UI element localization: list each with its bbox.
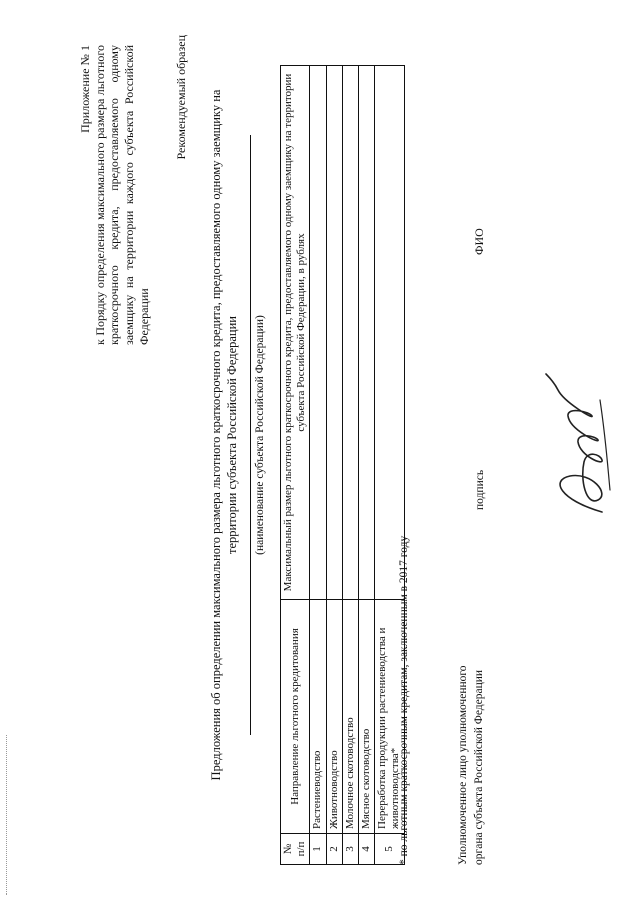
signer-block [455,605,487,865]
table-row [326,66,342,865]
row-num: 1 [310,834,326,865]
header-amount: Максимальный размер льготного краткосрочного кредита, предоставляемого одному заемщику на территории субъекта Российской Федерации, в рублях [281,66,310,600]
row-num: 2 [326,834,342,865]
row-direction: Животноводство [326,600,342,834]
row-amount [358,66,374,600]
appendix-heading: Приложение № 1 [78,45,92,133]
credit-limits-table [280,65,405,865]
subject-name-line [250,135,251,735]
row-direction: Мясное скотоводство [358,600,374,834]
row-amount [310,66,326,600]
document-title [208,85,241,785]
signature-caption: подпись [474,469,486,510]
table-row [358,66,374,865]
title-line-1: Предложения об определении максимального размера льготного краткосрочного кредита, предоставляемого одному заемщику на [209,89,223,781]
table-header-row [281,66,310,865]
row-num: 4 [358,834,374,865]
title-line-2: территории субъекта Российской Федерации [225,316,240,554]
row-direction: Молочное скотоводство [342,600,358,834]
row-direction: Переработка продукции растениеводства и животноводства* [375,600,404,834]
recommended-sample-label: Рекомендуемый образец [174,35,188,160]
header-direction: Направление льготного кредитования [281,600,310,834]
row-direction: Растениеводство [310,600,326,834]
footnote: * по льготным краткосрочным кредитам, заключенным в 2017 году [398,535,410,865]
signature-drawing [540,370,622,520]
row-num: 3 [342,834,358,865]
handwritten-signature [540,370,622,520]
appendix-block [78,45,151,345]
fio-caption: ФИО [472,228,486,255]
signer-line-1: Уполномоченное лицо уполномоченного [457,665,469,865]
subject-name-caption: (наименование субъекта Российской Федерации) [254,315,266,555]
table-row [342,66,358,865]
header-num: № п/п [281,834,310,865]
row-amount [326,66,342,600]
signer-line-2: органа субъекта Российской Федерации [473,669,486,865]
appendix-text: к Порядку определения максимального размера льготного краткосрочного кредита, предоставляемого одному заемщику на территории каждого субъекта Российской Федерации [92,45,151,345]
margin-mark [6,735,8,895]
row-amount [342,66,358,600]
row-num: 5 [375,834,404,865]
table-row [310,66,326,865]
